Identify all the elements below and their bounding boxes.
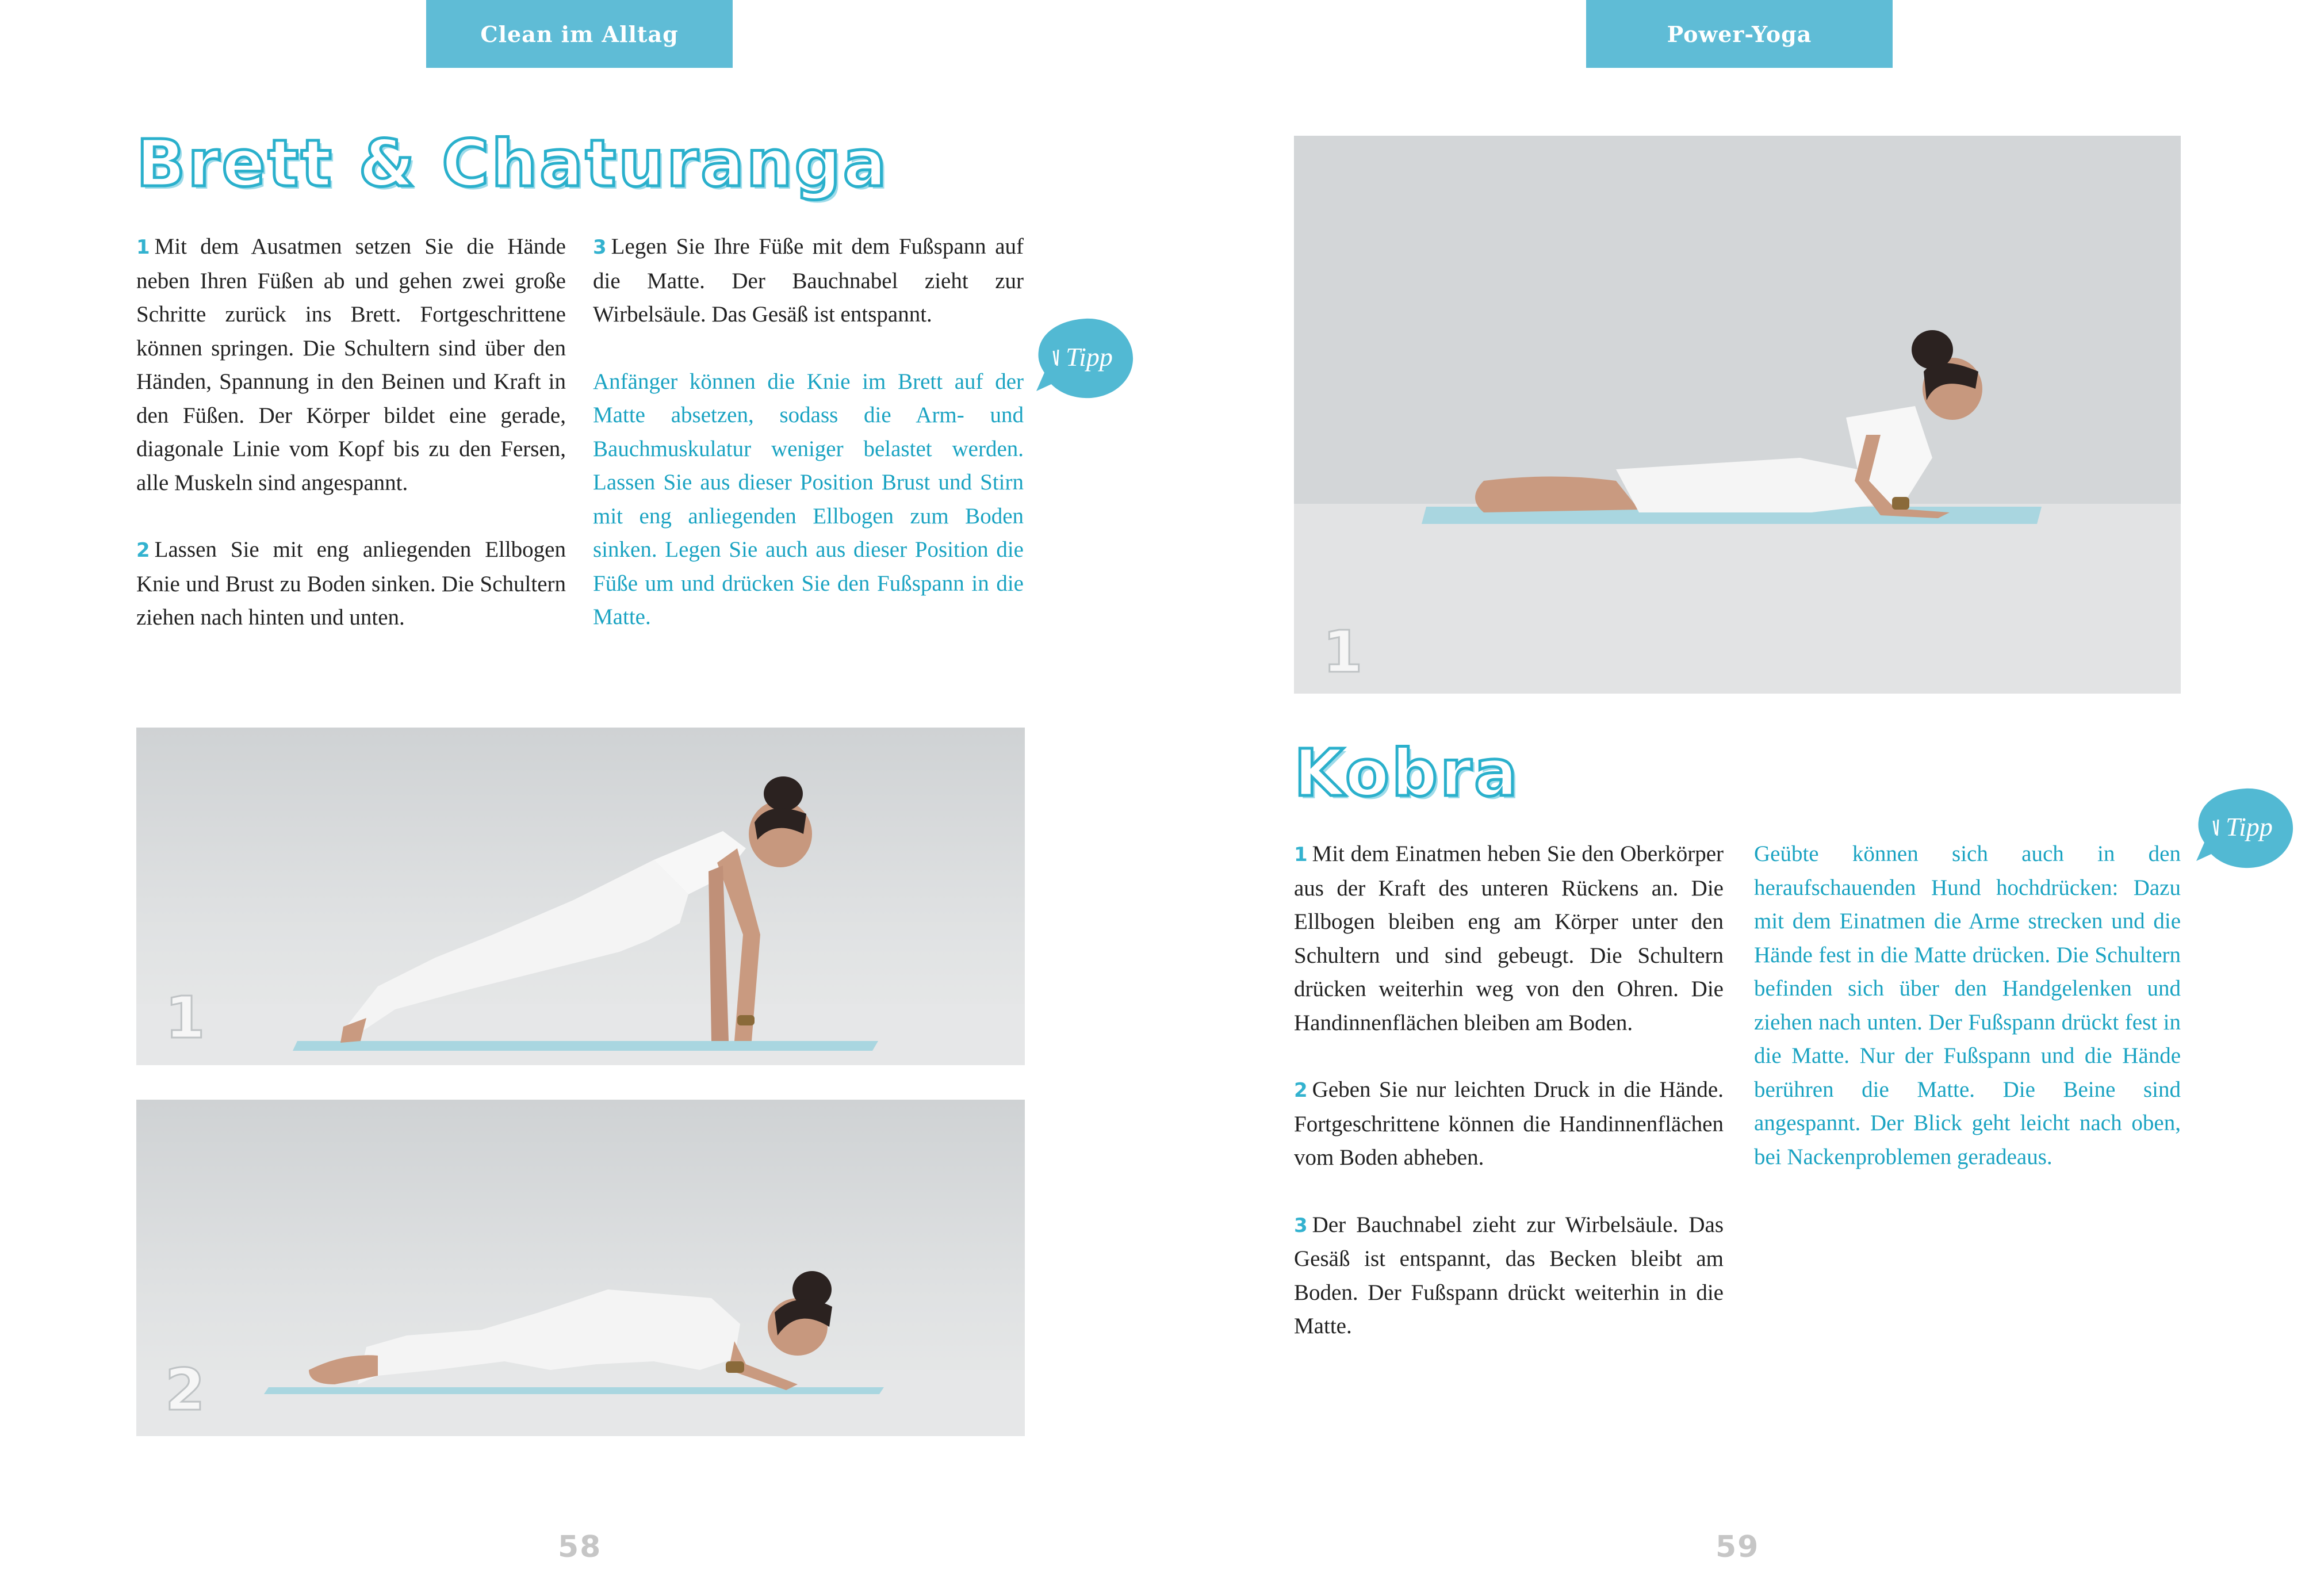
step-number: 2 xyxy=(1294,1079,1308,1102)
header-tab-left xyxy=(426,0,733,68)
header-tab-label: Power-Yoga xyxy=(1667,21,1812,47)
step-number: 3 xyxy=(593,236,607,259)
tip-badge-label: Tipp xyxy=(2226,812,2273,841)
tip-text: Anfänger können die Knie im Brett auf der Matte absetzen, sodass die Arm- und Bauchmuskulatur weniger belastet werden. Lassen Sie aus dieser Position Brust und Stirn mit eng anliegenden Ellbogen zum Boden sinken. Legen Sie auch aus dieser Position die Füße um und drücken Sie den Fußspann in die Matte. xyxy=(593,369,1024,629)
left-page xyxy=(0,0,1154,1596)
photo-plank xyxy=(136,728,1025,1065)
step-number: 2 xyxy=(136,539,150,562)
photo-number: 2 xyxy=(165,1356,205,1423)
step-text: Der Bauchnabel zieht zur Wirbelsäule. Das Gesäß ist entspannt, das Becken bleibt am Boden. Der Fußspann drückt weiterhin in die Matte. xyxy=(1294,1212,1724,1338)
page-number: 59 xyxy=(1716,1530,1760,1564)
step-paragraph xyxy=(136,533,566,635)
step-paragraph xyxy=(593,230,1024,332)
step-text: Lassen Sie mit eng anliegenden Ellbogen Knie und Brust zu Boden sinken. Die Schultern ziehen nach hinten und unten. xyxy=(136,537,566,630)
photo-number: 1 xyxy=(1323,618,1363,686)
step-number: 1 xyxy=(1294,843,1308,866)
tip-text: Geübte können sich auch in den heraufschauenden Hund hochdrücken: Dazu mit dem Einatmen die Arme strecken und die Hände fest in die Matte drücken. Die Schultern befinden sich über den Handgelenken und ziehen nach unten. Der Fußspann drückt fest in die Matte. Nur der Fußspann und die Hände berühren die Matte. Die Beine sind angespannt. Der Blick geht leicht nach oben, bei Nackenproblemen geradeaus. xyxy=(1754,841,2181,1169)
photo-cobra xyxy=(1294,136,2181,694)
steps-column xyxy=(1294,837,1724,1344)
tip-badge xyxy=(2193,785,2296,871)
tip-badge xyxy=(1033,315,1136,401)
step-text: Mit dem Einatmen heben Sie den Oberkörper aus der Kraft des unteren Rückens an. Die Ellbogen bleiben eng am Körper unter den Schultern und sind gebeugt. Die Schultern drücken weiterhin weg von den Ohren. Die Handinnenflächen bleiben am Boden. xyxy=(1294,841,1724,1035)
photo-chaturanga xyxy=(136,1100,1025,1436)
step-text: Geben Sie nur leichten Druck in die Hände. Fortgeschrittene können die Handinnenflächen vom Boden abheben. xyxy=(1294,1077,1724,1170)
step-paragraph xyxy=(1294,1073,1724,1175)
cobra-illustration xyxy=(1294,136,2181,694)
photo-number: 1 xyxy=(165,984,205,1051)
tip-badge-label: Tipp xyxy=(1066,342,1113,372)
chaturanga-illustration xyxy=(136,1100,1025,1436)
header-tab-label: Clean im Alltag xyxy=(480,21,679,47)
tip-bubble-icon xyxy=(2193,785,2296,871)
step-paragraph xyxy=(1294,1208,1724,1344)
step-text: Legen Sie Ihre Füße mit dem Fußspann auf die Matte. Der Bauchnabel zieht zur Wirbelsäule. Das Gesäß ist entspannt. xyxy=(593,234,1024,327)
step-number: 3 xyxy=(1294,1214,1308,1237)
step-paragraph xyxy=(136,230,566,500)
page-title: Kobra xyxy=(1294,736,1520,811)
page-number: 58 xyxy=(558,1530,602,1564)
header-tab-right xyxy=(1586,0,1893,68)
tip-column xyxy=(1754,837,2181,1174)
page-title: Brett & Chaturanga xyxy=(136,127,889,201)
tip-bubble-icon xyxy=(1033,315,1136,401)
steps-column-2 xyxy=(593,230,1024,634)
right-page xyxy=(1155,0,2309,1596)
plank-illustration xyxy=(136,728,1025,1065)
step-text: Mit dem Ausatmen setzen Sie die Hände neben Ihren Füßen ab und gehen zwei große Schritte zurück ins Brett. Fortgeschrittene können springen. Die Schultern sind über den Händen, Spannung in den Beinen und Kraft in den Füßen. Der Körper bildet eine gerade, diagonale Linie vom Kopf bis zu den Fersen, alle Muskeln sind angespannt. xyxy=(136,234,566,495)
step-paragraph xyxy=(1294,837,1724,1040)
steps-column xyxy=(136,230,566,635)
step-number: 1 xyxy=(136,236,150,259)
